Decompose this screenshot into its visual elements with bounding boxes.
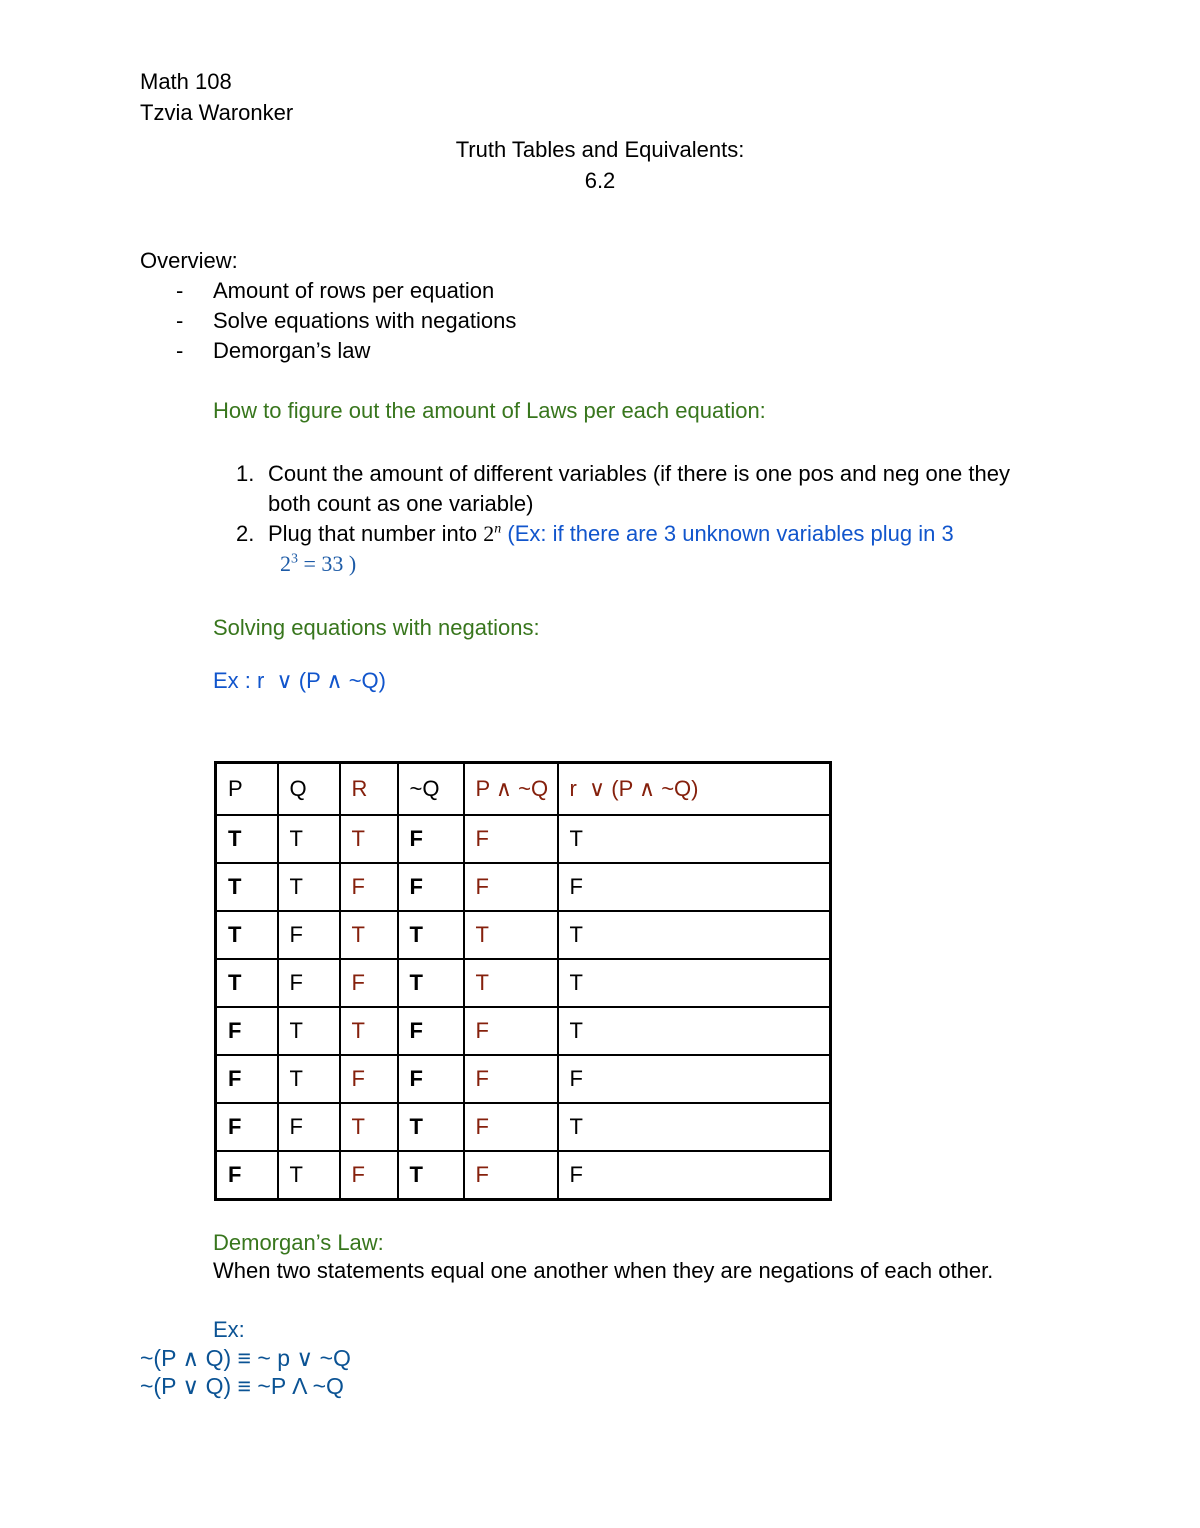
- power-example-result: [280, 551, 356, 576]
- truth-value-cell: T: [558, 959, 831, 1007]
- truth-value-cell: F: [340, 863, 398, 911]
- steps-list: [236, 459, 1066, 579]
- truth-value-cell: F: [464, 815, 558, 863]
- power-base: 2: [483, 521, 495, 546]
- table-row: [216, 815, 831, 863]
- dash-bullet: -: [176, 308, 184, 333]
- truth-value-cell: T: [278, 863, 340, 911]
- section-number: 6.2: [584, 168, 616, 193]
- table-row: [216, 1151, 831, 1200]
- truth-value-cell: F: [464, 1151, 558, 1200]
- list-item: [176, 276, 516, 306]
- truth-value-cell: T: [278, 1055, 340, 1103]
- demorgan-definition: When two statements equal one another when they are negations of each other.: [213, 1258, 994, 1283]
- dash-bullet: -: [176, 278, 184, 303]
- truth-value-cell: T: [340, 815, 398, 863]
- column-header: P ∧ ~Q: [464, 763, 558, 816]
- dash-bullet: -: [176, 338, 184, 363]
- demorgan-heading: Demorgan’s Law:: [213, 1230, 384, 1255]
- list-item-text: Solve equations with negations: [213, 308, 517, 333]
- column-header: r ∨ (P ∧ ~Q): [558, 763, 831, 816]
- demorgan-equations: [140, 1344, 351, 1400]
- truth-value-cell: T: [340, 1007, 398, 1055]
- truth-value-cell: F: [464, 1007, 558, 1055]
- truth-value-cell: T: [216, 863, 278, 911]
- truth-value-cell: F: [340, 1151, 398, 1200]
- overview-section: [140, 246, 516, 366]
- truth-value-cell: T: [278, 815, 340, 863]
- demorgan-equation-1: ~(P ∧ Q) ≡ ~ p ∨ ~Q: [140, 1345, 351, 1371]
- step-number: 1.: [236, 461, 255, 486]
- truth-table: [214, 761, 832, 1201]
- truth-value-cell: F: [398, 1055, 464, 1103]
- truth-value-cell: F: [558, 1151, 831, 1200]
- course-header: [140, 66, 293, 128]
- step-item-2: [236, 519, 1066, 579]
- truth-value-cell: T: [278, 1151, 340, 1200]
- truth-table-container: [214, 761, 832, 1201]
- truth-value-cell: F: [278, 959, 340, 1007]
- step1-line2: both count as one variable): [268, 491, 534, 516]
- truth-value-cell: F: [464, 863, 558, 911]
- truth-table-body: [216, 815, 831, 1200]
- truth-value-cell: F: [216, 1103, 278, 1151]
- list-item-text: Demorgan’s law: [213, 338, 371, 363]
- truth-value-cell: T: [278, 1007, 340, 1055]
- truth-value-cell: T: [558, 1007, 831, 1055]
- truth-value-cell: F: [464, 1103, 558, 1151]
- truth-value-cell: F: [558, 1055, 831, 1103]
- truth-value-cell: T: [216, 911, 278, 959]
- step-number: 2.: [236, 521, 255, 546]
- list-item: [176, 306, 516, 336]
- step-text: [268, 459, 1066, 519]
- result-exponent: 3: [291, 551, 298, 567]
- negations-example: Ex : r ∨ (P ∧ ~Q): [213, 668, 386, 693]
- truth-value-cell: F: [464, 1055, 558, 1103]
- column-header: P: [216, 763, 278, 816]
- column-header: ~Q: [398, 763, 464, 816]
- list-item-text: Amount of rows per equation: [213, 278, 495, 303]
- table-row: [216, 863, 831, 911]
- step1-line1: Count the amount of different variables (if there is one pos and neg one they: [268, 461, 1010, 486]
- negations-heading: Solving equations with negations:: [213, 615, 540, 640]
- table-row: [216, 911, 831, 959]
- list-item: [176, 336, 516, 366]
- column-header: R: [340, 763, 398, 816]
- truth-value-cell: F: [216, 1151, 278, 1200]
- truth-value-cell: F: [278, 1103, 340, 1151]
- table-row: [216, 959, 831, 1007]
- truth-value-cell: T: [398, 911, 464, 959]
- truth-value-cell: T: [398, 959, 464, 1007]
- demorgan-equation-2: ~(P ∨ Q) ≡ ~P Λ ~Q: [140, 1373, 344, 1399]
- truth-value-cell: F: [340, 959, 398, 1007]
- truth-value-cell: T: [340, 1103, 398, 1151]
- step-item-1: [236, 459, 1066, 519]
- truth-value-cell: T: [558, 1103, 831, 1151]
- truth-value-cell: F: [398, 815, 464, 863]
- truth-value-cell: T: [216, 815, 278, 863]
- power-formula: [483, 521, 501, 546]
- power-exponent: n: [494, 521, 502, 537]
- truth-value-cell: F: [558, 863, 831, 911]
- overview-heading: Overview:: [140, 248, 238, 273]
- truth-value-cell: F: [278, 911, 340, 959]
- author-name: Tzvia Waronker: [140, 100, 294, 125]
- truth-value-cell: F: [216, 1055, 278, 1103]
- table-header-row: [216, 763, 831, 816]
- truth-value-cell: T: [464, 911, 558, 959]
- truth-value-cell: T: [398, 1151, 464, 1200]
- truth-value-cell: T: [340, 911, 398, 959]
- truth-value-cell: T: [558, 815, 831, 863]
- title-text: Truth Tables and Equivalents:: [455, 137, 745, 162]
- result-base: 2: [280, 551, 291, 576]
- document-title: [0, 134, 1200, 196]
- table-row: [216, 1103, 831, 1151]
- demorgan-example-label: Ex:: [213, 1317, 245, 1342]
- step2-text-blue: (Ex: if there are 3 unknown variables plug in 3: [501, 521, 954, 546]
- table-row: [216, 1055, 831, 1103]
- column-header: Q: [278, 763, 340, 816]
- step-text: [268, 519, 1066, 579]
- result-value: = 33 ): [298, 551, 357, 576]
- laws-heading: How to figure out the amount of Laws per each equation:: [213, 398, 766, 423]
- table-row: [216, 1007, 831, 1055]
- truth-value-cell: F: [340, 1055, 398, 1103]
- truth-value-cell: T: [216, 959, 278, 1007]
- truth-value-cell: T: [398, 1103, 464, 1151]
- truth-value-cell: T: [558, 911, 831, 959]
- truth-value-cell: F: [398, 863, 464, 911]
- course-name: Math 108: [140, 69, 232, 94]
- truth-value-cell: F: [216, 1007, 278, 1055]
- truth-value-cell: T: [464, 959, 558, 1007]
- truth-value-cell: F: [398, 1007, 464, 1055]
- step2-text-black: Plug that number into: [268, 521, 484, 546]
